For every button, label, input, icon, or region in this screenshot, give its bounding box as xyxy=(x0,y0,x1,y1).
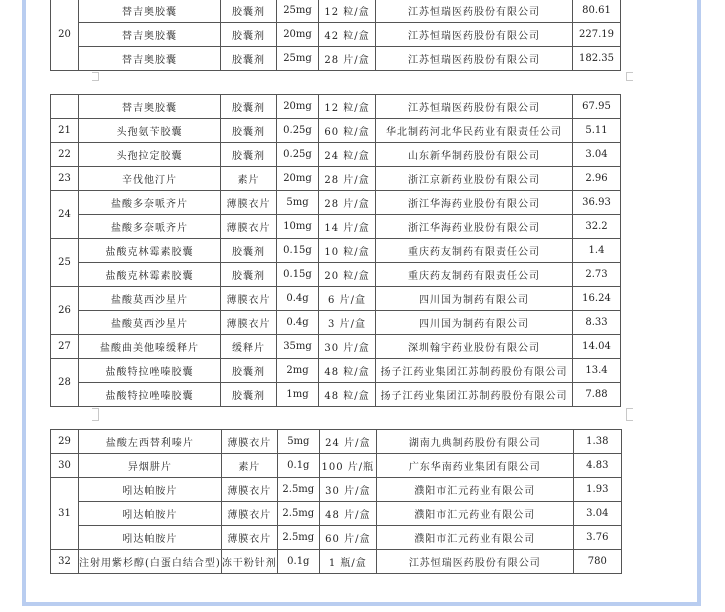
cell-form: 胶囊剂 xyxy=(221,359,277,383)
drug-price-table-block-1 xyxy=(50,0,621,71)
cell-form: 缓释片 xyxy=(221,335,277,359)
cell-pack: 12 粒/盒 xyxy=(319,95,376,119)
cell-form: 薄膜衣片 xyxy=(221,502,277,526)
cell-form: 薄膜衣片 xyxy=(221,430,277,454)
cell-maker: 江苏恒瑞医药股份有限公司 xyxy=(376,95,573,119)
table-row xyxy=(51,430,622,454)
cell-name: 盐酸曲美他嗪缓释片 xyxy=(79,335,221,359)
cell-no: 21 xyxy=(51,119,79,143)
cell-no xyxy=(51,95,79,119)
cell-name: 替吉奥胶囊 xyxy=(79,95,221,119)
cell-pack: 28 片/盒 xyxy=(319,47,376,71)
cell-name: 盐酸左西替利嗪片 xyxy=(79,430,222,454)
cell-price: 780 xyxy=(573,550,621,574)
cell-maker: 重庆药友制药有限责任公司 xyxy=(376,263,573,287)
cell-name: 盐酸克林霉素胶囊 xyxy=(79,239,221,263)
cell-price: 14.04 xyxy=(573,335,621,359)
cell-pack: 28 片/盒 xyxy=(319,191,376,215)
cell-price: 36.93 xyxy=(573,191,621,215)
page-corner-mark xyxy=(626,414,633,421)
cell-no: 20 xyxy=(51,0,79,71)
cell-form: 薄膜衣片 xyxy=(221,287,277,311)
cell-name: 异烟肼片 xyxy=(79,454,222,478)
cell-pack: 30 片/盒 xyxy=(319,335,376,359)
cell-price: 2.73 xyxy=(573,263,621,287)
cell-spec: 35mg xyxy=(277,335,319,359)
cell-form: 冻干粉针剂 xyxy=(221,550,277,574)
table-row xyxy=(51,215,621,239)
cell-pack: 30 片/盒 xyxy=(319,478,376,502)
cell-price: 80.61 xyxy=(573,0,621,23)
cell-spec: 5mg xyxy=(277,191,319,215)
cell-spec: 10mg xyxy=(277,215,319,239)
cell-maker: 浙江华海药业股份有限公司 xyxy=(376,215,573,239)
cell-price: 13.4 xyxy=(573,359,621,383)
cell-spec: 2mg xyxy=(277,359,319,383)
cell-spec: 5mg xyxy=(277,430,319,454)
cell-name: 盐酸克林霉素胶囊 xyxy=(79,263,221,287)
page-corner-mark xyxy=(92,414,99,421)
table-row xyxy=(51,478,622,502)
cell-price: 1.38 xyxy=(573,430,621,454)
cell-form: 薄膜衣片 xyxy=(221,478,277,502)
cell-spec: 0.4g xyxy=(277,311,319,335)
cell-price: 5.11 xyxy=(573,119,621,143)
cell-spec: 2.5mg xyxy=(277,526,319,550)
cell-maker: 湖南九典制药股份有限公司 xyxy=(376,430,573,454)
cell-form: 素片 xyxy=(221,167,277,191)
cell-price: 67.95 xyxy=(573,95,621,119)
cell-maker: 浙江京新药业股份有限公司 xyxy=(376,167,573,191)
cell-maker: 山东新华制药股份有限公司 xyxy=(376,143,573,167)
cell-pack: 12 粒/盒 xyxy=(319,0,376,23)
cell-price: 182.35 xyxy=(573,47,621,71)
table-row xyxy=(51,335,621,359)
cell-name: 盐酸莫西沙星片 xyxy=(79,311,221,335)
cell-spec: 0.15g xyxy=(277,263,319,287)
cell-no: 31 xyxy=(51,478,79,550)
cell-form: 胶囊剂 xyxy=(221,119,277,143)
cell-name: 替吉奥胶囊 xyxy=(79,47,221,71)
cell-price: 32.2 xyxy=(573,215,621,239)
cell-maker: 濮阳市汇元药业有限公司 xyxy=(376,502,573,526)
cell-price: 3.04 xyxy=(573,143,621,167)
cell-pack: 48 片/盒 xyxy=(319,502,376,526)
cell-spec: 0.25g xyxy=(277,119,319,143)
cell-pack: 3 片/盒 xyxy=(319,311,376,335)
cell-name: 辛伐他汀片 xyxy=(79,167,221,191)
table-row xyxy=(51,502,622,526)
cell-form: 薄膜衣片 xyxy=(221,191,277,215)
cell-name: 替吉奥胶囊 xyxy=(79,0,221,23)
cell-spec: 2.5mg xyxy=(277,478,319,502)
table-row xyxy=(51,23,621,47)
cell-spec: 0.15g xyxy=(277,239,319,263)
cell-name: 注射用紫杉醇(白蛋白结合型) xyxy=(79,550,222,574)
table-row xyxy=(51,550,622,574)
cell-name: 盐酸特拉唑嗪胶囊 xyxy=(79,359,221,383)
cell-spec: 20mg xyxy=(277,23,319,47)
cell-form: 薄膜衣片 xyxy=(221,311,277,335)
table-row xyxy=(51,47,621,71)
cell-maker: 濮阳市汇元药业有限公司 xyxy=(376,478,573,502)
cell-form: 薄膜衣片 xyxy=(221,526,277,550)
cell-pack: 6 片/盒 xyxy=(319,287,376,311)
table-row xyxy=(51,191,621,215)
cell-no: 26 xyxy=(51,287,79,335)
cell-no: 30 xyxy=(51,454,79,478)
cell-maker: 江苏恒瑞医药股份有限公司 xyxy=(376,0,573,23)
cell-form: 胶囊剂 xyxy=(221,383,277,407)
cell-no: 22 xyxy=(51,143,79,167)
cell-spec: 2.5mg xyxy=(277,502,319,526)
cell-name: 替吉奥胶囊 xyxy=(79,23,221,47)
cell-pack: 100 片/瓶 xyxy=(319,454,376,478)
cell-no: 29 xyxy=(51,430,79,454)
table-row xyxy=(51,287,621,311)
cell-pack: 24 片/盒 xyxy=(319,430,376,454)
cell-spec: 20mg xyxy=(277,95,319,119)
table-row xyxy=(51,526,622,550)
cell-maker: 深圳翰宇药业股份有限公司 xyxy=(376,335,573,359)
cell-pack: 20 粒/盒 xyxy=(319,263,376,287)
page-corner-mark xyxy=(626,74,633,81)
table-row xyxy=(51,383,621,407)
table-row xyxy=(51,239,621,263)
cell-form: 胶囊剂 xyxy=(221,143,277,167)
cell-no: 23 xyxy=(51,167,79,191)
table-row xyxy=(51,263,621,287)
cell-spec: 0.25g xyxy=(277,143,319,167)
cell-price: 7.88 xyxy=(573,383,621,407)
cell-name: 盐酸多奈哌齐片 xyxy=(79,215,221,239)
cell-price: 1.4 xyxy=(573,239,621,263)
table-row xyxy=(51,359,621,383)
cell-price: 4.83 xyxy=(573,454,621,478)
cell-no: 25 xyxy=(51,239,79,287)
cell-maker: 濮阳市汇元药业有限公司 xyxy=(376,526,573,550)
viewer-frame-right xyxy=(697,0,701,606)
cell-name: 吲达帕胺片 xyxy=(79,502,222,526)
cell-pack: 60 粒/盒 xyxy=(319,119,376,143)
cell-price: 3.04 xyxy=(573,502,621,526)
cell-maker: 四川国为制药有限公司 xyxy=(376,287,573,311)
cell-pack: 14 片/盒 xyxy=(319,215,376,239)
cell-price: 16.24 xyxy=(573,287,621,311)
viewer-frame-bottom xyxy=(22,602,701,606)
drug-price-table-block-2 xyxy=(50,94,621,407)
cell-maker: 重庆药友制药有限责任公司 xyxy=(376,239,573,263)
cell-maker: 江苏恒瑞医药股份有限公司 xyxy=(376,550,573,574)
cell-no: 27 xyxy=(51,335,79,359)
cell-form: 薄膜衣片 xyxy=(221,215,277,239)
table-row xyxy=(51,0,621,23)
cell-pack: 24 粒/盒 xyxy=(319,143,376,167)
cell-maker: 扬子江药业集团江苏制药股份有限公司 xyxy=(376,383,573,407)
cell-spec: 0.1g xyxy=(277,550,319,574)
cell-pack: 10 粒/盒 xyxy=(319,239,376,263)
cell-name: 头孢拉定胶囊 xyxy=(79,143,221,167)
cell-pack: 48 粒/盒 xyxy=(319,383,376,407)
cell-price: 1.93 xyxy=(573,478,621,502)
cell-name: 盐酸特拉唑嗪胶囊 xyxy=(79,383,221,407)
cell-name: 吲达帕胺片 xyxy=(79,526,222,550)
table-row xyxy=(51,311,621,335)
cell-maker: 江苏恒瑞医药股份有限公司 xyxy=(376,47,573,71)
cell-spec: 0.1g xyxy=(277,454,319,478)
cell-price: 8.33 xyxy=(573,311,621,335)
cell-maker: 浙江华海药业股份有限公司 xyxy=(376,191,573,215)
page-corner-mark xyxy=(92,74,99,81)
table-row xyxy=(51,143,621,167)
cell-spec: 0.4g xyxy=(277,287,319,311)
cell-spec: 20mg xyxy=(277,167,319,191)
cell-pack: 42 粒/盒 xyxy=(319,23,376,47)
cell-form: 胶囊剂 xyxy=(221,239,277,263)
cell-spec: 25mg xyxy=(277,0,319,23)
table-row xyxy=(51,454,622,478)
cell-form: 胶囊剂 xyxy=(221,0,277,23)
drug-price-table-block-3 xyxy=(50,429,622,574)
cell-name: 盐酸莫西沙星片 xyxy=(79,287,221,311)
cell-no: 24 xyxy=(51,191,79,239)
cell-pack: 1 瓶/盒 xyxy=(319,550,376,574)
cell-pack: 28 片/盒 xyxy=(319,167,376,191)
cell-price: 2.96 xyxy=(573,167,621,191)
cell-form: 胶囊剂 xyxy=(221,95,277,119)
cell-form: 胶囊剂 xyxy=(221,263,277,287)
cell-no: 28 xyxy=(51,359,79,407)
table-row xyxy=(51,167,621,191)
cell-spec: 1mg xyxy=(277,383,319,407)
cell-maker: 四川国为制药有限公司 xyxy=(376,311,573,335)
cell-pack: 60 片/盒 xyxy=(319,526,376,550)
cell-form: 胶囊剂 xyxy=(221,23,277,47)
cell-maker: 广东华南药业集团有限公司 xyxy=(376,454,573,478)
cell-form: 胶囊剂 xyxy=(221,47,277,71)
cell-maker: 扬子江药业集团江苏制药股份有限公司 xyxy=(376,359,573,383)
cell-name: 吲达帕胺片 xyxy=(79,478,222,502)
cell-form: 素片 xyxy=(221,454,277,478)
table-row xyxy=(51,119,621,143)
cell-spec: 25mg xyxy=(277,47,319,71)
cell-name: 盐酸多奈哌齐片 xyxy=(79,191,221,215)
cell-no: 32 xyxy=(51,550,79,574)
cell-maker: 江苏恒瑞医药股份有限公司 xyxy=(376,23,573,47)
table-row xyxy=(51,95,621,119)
cell-name: 头孢氨苄胶囊 xyxy=(79,119,221,143)
cell-price: 3.76 xyxy=(573,526,621,550)
cell-maker: 华北制药河北华民药业有限责任公司 xyxy=(376,119,573,143)
cell-price: 227.19 xyxy=(573,23,621,47)
cell-pack: 48 粒/盒 xyxy=(319,359,376,383)
